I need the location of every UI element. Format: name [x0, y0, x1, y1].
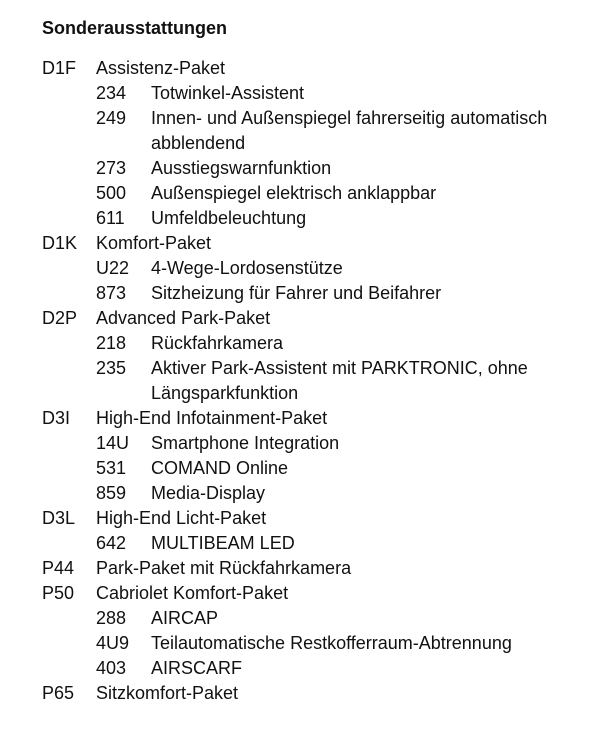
options-list: [0, 56, 614, 706]
package-row: [0, 406, 614, 431]
package-name: Cabriolet Komfort-Paket: [96, 583, 289, 603]
option-item-row: [0, 456, 614, 481]
option-code: 288: [96, 608, 127, 628]
package-row: [0, 581, 614, 606]
package-name: High-End Infotainment-Paket: [96, 408, 328, 428]
package-name: Park-Paket mit Rückfahrkamera: [96, 558, 352, 578]
option-item-row: [0, 481, 614, 506]
package-name: High-End Licht-Paket: [96, 508, 267, 528]
option-name: Rückfahrkamera: [151, 333, 284, 353]
option-name: Umfeldbeleuchtung: [151, 208, 307, 228]
option-code: 4U9: [96, 633, 130, 653]
option-item-row: [0, 81, 614, 106]
option-code: 234: [96, 83, 127, 103]
option-name: AIRCAP: [151, 608, 219, 628]
option-code: 611: [96, 208, 125, 228]
package-row: [0, 56, 614, 81]
option-code: 873: [96, 283, 127, 303]
option-code: 403: [96, 658, 127, 678]
package-code: D3L: [42, 508, 76, 528]
package-name: Sitzkomfort-Paket: [96, 683, 239, 703]
option-name: Totwinkel-Assistent: [151, 83, 305, 103]
option-code: 859: [96, 483, 127, 503]
option-code: 218: [96, 333, 127, 353]
package-code: P50: [42, 583, 75, 603]
package-row: [0, 506, 614, 531]
option-name: Smartphone Integration: [151, 433, 340, 453]
option-code: U22: [96, 258, 130, 278]
option-code: 531: [96, 458, 127, 478]
option-item-row: [0, 331, 614, 356]
option-item-row: [0, 356, 614, 406]
option-item-row: [0, 531, 614, 556]
package-row: [0, 306, 614, 331]
option-code: 249: [96, 108, 127, 128]
option-name: 4-Wege-Lordosenstütze: [151, 258, 343, 278]
package-code: P44: [42, 558, 75, 578]
option-item-row: [0, 156, 614, 181]
package-row: [0, 681, 614, 706]
option-name: Ausstiegswarnfunktion: [151, 158, 332, 178]
section-title: Sonderausstattungen: [42, 18, 228, 38]
option-code: 500: [96, 183, 127, 203]
option-item-row: [0, 606, 614, 631]
option-name: Außenspiegel elektrisch anklappbar: [151, 183, 437, 203]
option-item-row: [0, 206, 614, 231]
option-name: MULTIBEAM LED: [151, 533, 295, 553]
option-item-row: [0, 106, 614, 156]
package-row: [0, 231, 614, 256]
package-name: Komfort-Paket: [96, 233, 212, 253]
package-code: D1F: [42, 58, 77, 78]
option-name: Innen- und Außenspiegel fahrerseitig automatisch abblendend: [151, 108, 548, 153]
option-code: 273: [96, 158, 127, 178]
package-code: D3I: [42, 408, 71, 428]
package-row: [0, 556, 614, 581]
option-name: Teilautomatische Restkofferraum-Abtrennung: [151, 633, 512, 653]
option-name: AIRSCARF: [151, 658, 243, 678]
option-item-row: [0, 181, 614, 206]
option-item-row: [0, 256, 614, 281]
option-code: 14U: [96, 433, 130, 453]
option-item-row: [0, 656, 614, 681]
option-code: 642: [96, 533, 127, 553]
option-name: Sitzheizung für Fahrer und Beifahrer: [151, 283, 442, 303]
option-name: COMAND Online: [151, 458, 289, 478]
option-code: 235: [96, 358, 127, 378]
package-code: D2P: [42, 308, 78, 328]
option-name: Aktiver Park-Assistent mit PARKTRONIC, ohne Längsparkfunktion: [151, 358, 528, 403]
package-name: Assistenz-Paket: [96, 58, 226, 78]
option-name: Media-Display: [151, 483, 266, 503]
option-item-row: [0, 631, 614, 656]
package-code: D1K: [42, 233, 78, 253]
option-item-row: [0, 431, 614, 456]
package-code: P65: [42, 683, 75, 703]
option-item-row: [0, 281, 614, 306]
package-name: Advanced Park-Paket: [96, 308, 271, 328]
